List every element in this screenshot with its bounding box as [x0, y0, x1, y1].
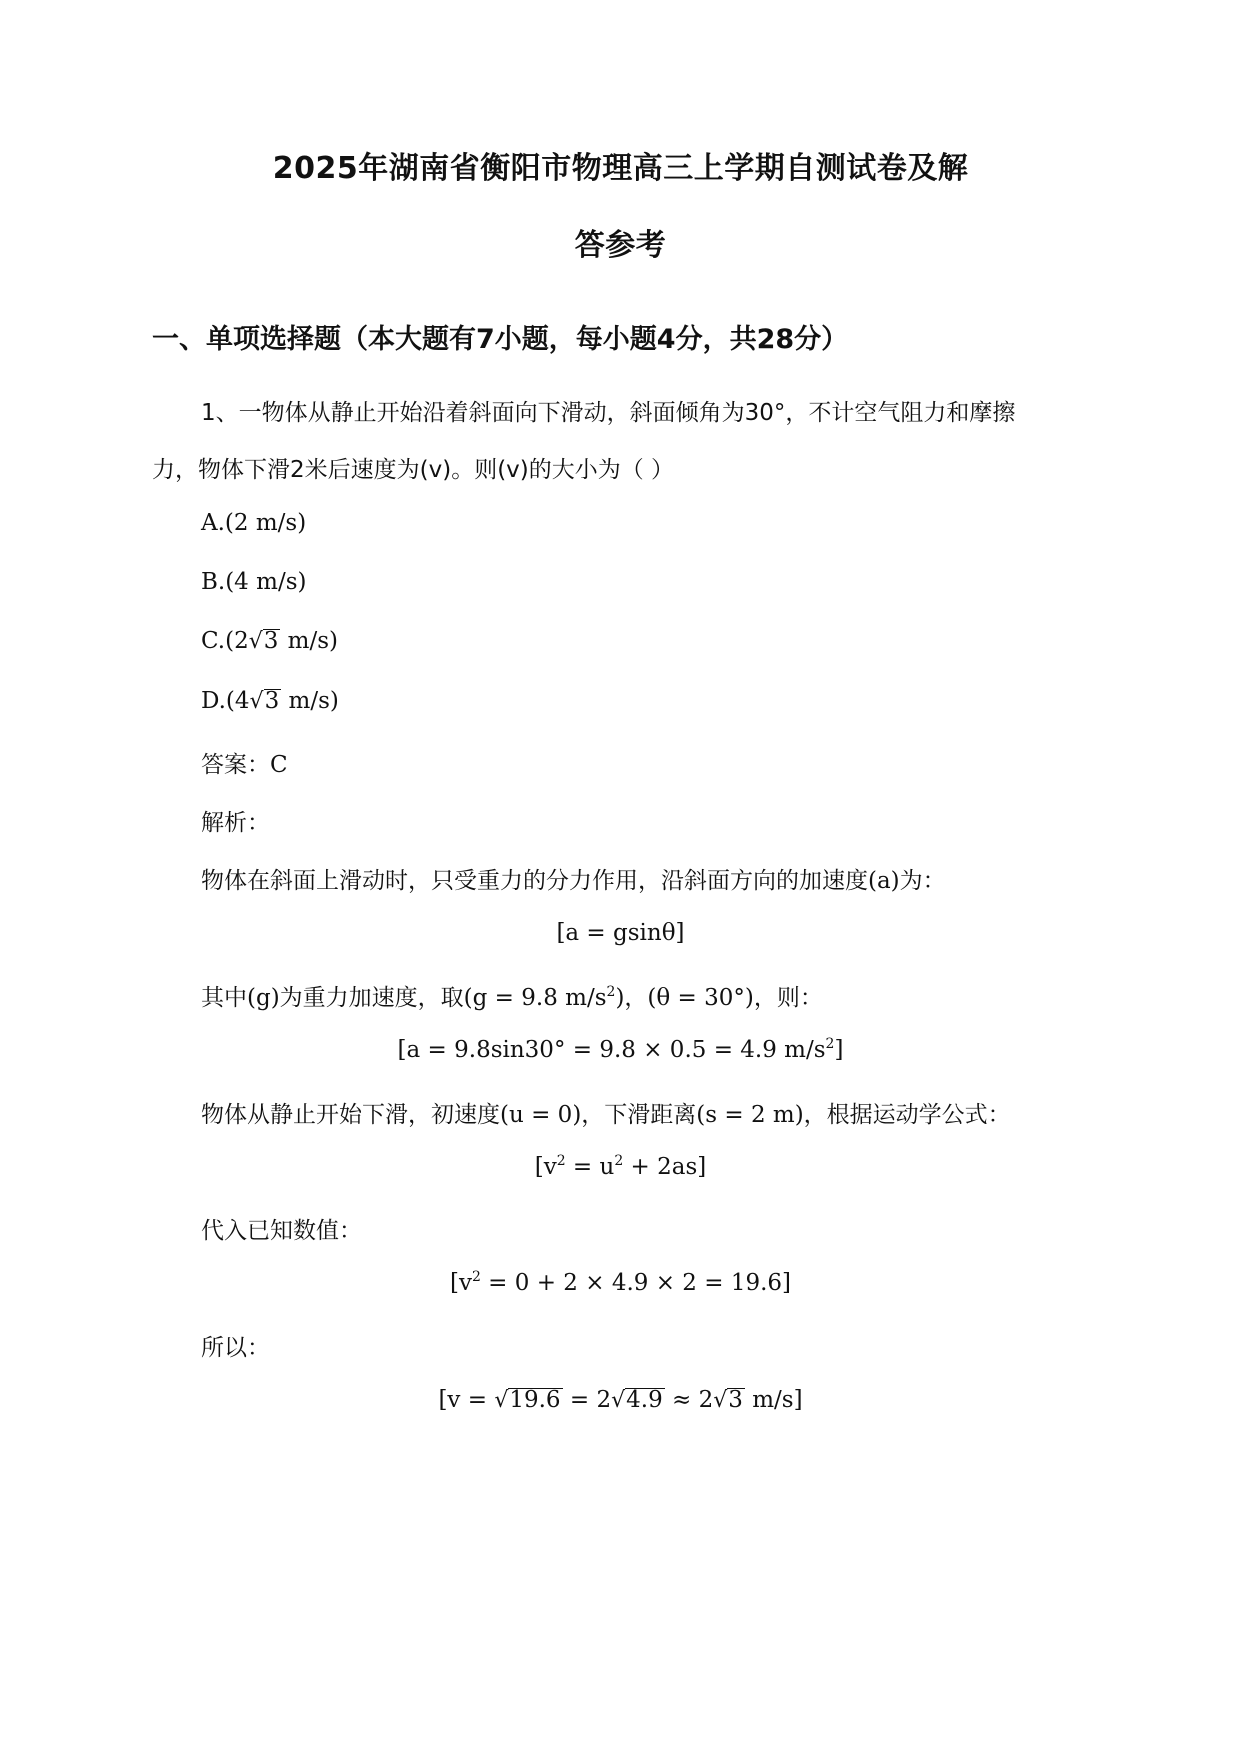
question-stem-line-1: 1、一物体从静止开始沿着斜面向下滑动，斜面倾角为30°，不计空气阻力和摩擦 — [201, 400, 1016, 426]
option-d-radicand: 3 — [264, 688, 280, 714]
option-a: A.(2 m/s) — [201, 510, 307, 536]
eq2-prefix: [a = 9.8sin30° = 9.8 × 0.5 = 4.9 m/s — [397, 1037, 826, 1063]
eq5-part-b: = 2 — [562, 1387, 612, 1413]
option-d-prefix: D.(4 — [201, 688, 250, 714]
answer: 答案：C — [201, 752, 288, 778]
radical-sign: √ — [713, 1388, 728, 1413]
radical-sign: √ — [494, 1388, 509, 1413]
section-heading: 一、单项选择题（本大题有7小题，每小题4分，共28分） — [152, 324, 849, 355]
eq4-part-a: [v — [449, 1270, 472, 1296]
question-stem-line-2: 力，物体下滑2米后速度为(v)。则(v)的大小为（ ） — [152, 457, 675, 483]
eq3-superscript-1: 2 — [556, 1153, 566, 1169]
document-title-line-1: 2025年湖南省衡阳市物理高三上学期自测试卷及解 — [272, 151, 969, 186]
analysis-paragraph-3: 物体从静止开始下滑，初速度(u = 0)，下滑距离(s = 2 m)，根据运动学公式： — [201, 1102, 1011, 1128]
radical-sign: √ — [611, 1388, 626, 1413]
option-d-suffix: m/s) — [281, 688, 339, 714]
eq5-part-a: [v = — [438, 1387, 495, 1413]
p2-prefix: 其中(g)为重力加速度，取(g = 9.8 m/s — [201, 985, 607, 1011]
eq4-superscript: 2 — [471, 1269, 481, 1285]
radical-sign: √ — [249, 689, 264, 714]
option-c — [201, 628, 338, 654]
analysis-paragraph-4: 代入已知数值： — [201, 1218, 362, 1244]
eq5-radicand-2: 4.9 — [626, 1387, 663, 1413]
equation-1: [a = gsinθ] — [556, 920, 685, 946]
p2-suffix: )，(θ = 30°)，则： — [615, 985, 823, 1011]
equation-4 — [0, 1270, 1241, 1296]
p2-superscript: 2 — [606, 984, 616, 1000]
option-c-prefix: C.(2 — [201, 628, 249, 654]
option-c-suffix: m/s) — [280, 628, 339, 654]
eq4-part-b: = 0 + 2 × 4.9 × 2 = 19.6] — [480, 1270, 792, 1296]
eq5-part-d: m/s] — [744, 1387, 803, 1413]
eq3-part-c: + 2as] — [623, 1154, 707, 1180]
analysis-label: 解析： — [201, 810, 270, 836]
eq2-superscript: 2 — [825, 1036, 835, 1052]
eq5-part-c: ≈ 2 — [664, 1387, 714, 1413]
eq3-superscript-2: 2 — [614, 1153, 624, 1169]
radical-sign: √ — [248, 629, 263, 654]
option-d — [201, 688, 339, 714]
eq3-part-a: [v — [534, 1154, 557, 1180]
analysis-paragraph-1: 物体在斜面上滑动时，只受重力的分力作用，沿斜面方向的加速度(a)为： — [201, 868, 946, 894]
eq5-radicand-3: 3 — [728, 1387, 743, 1413]
option-b: B.(4 m/s) — [201, 569, 307, 595]
eq2-suffix: ] — [834, 1037, 844, 1063]
analysis-paragraph-2 — [201, 979, 823, 1012]
equation-5 — [0, 1387, 1241, 1413]
eq3-part-b: = u — [565, 1154, 615, 1180]
equation-2 — [0, 1037, 1241, 1063]
document-title-line-2: 答参考 — [574, 228, 667, 263]
option-c-radicand: 3 — [263, 628, 279, 654]
analysis-paragraph-5: 所以： — [201, 1335, 270, 1361]
equation-3 — [0, 1154, 1241, 1180]
eq5-radicand-1: 19.6 — [509, 1387, 561, 1413]
